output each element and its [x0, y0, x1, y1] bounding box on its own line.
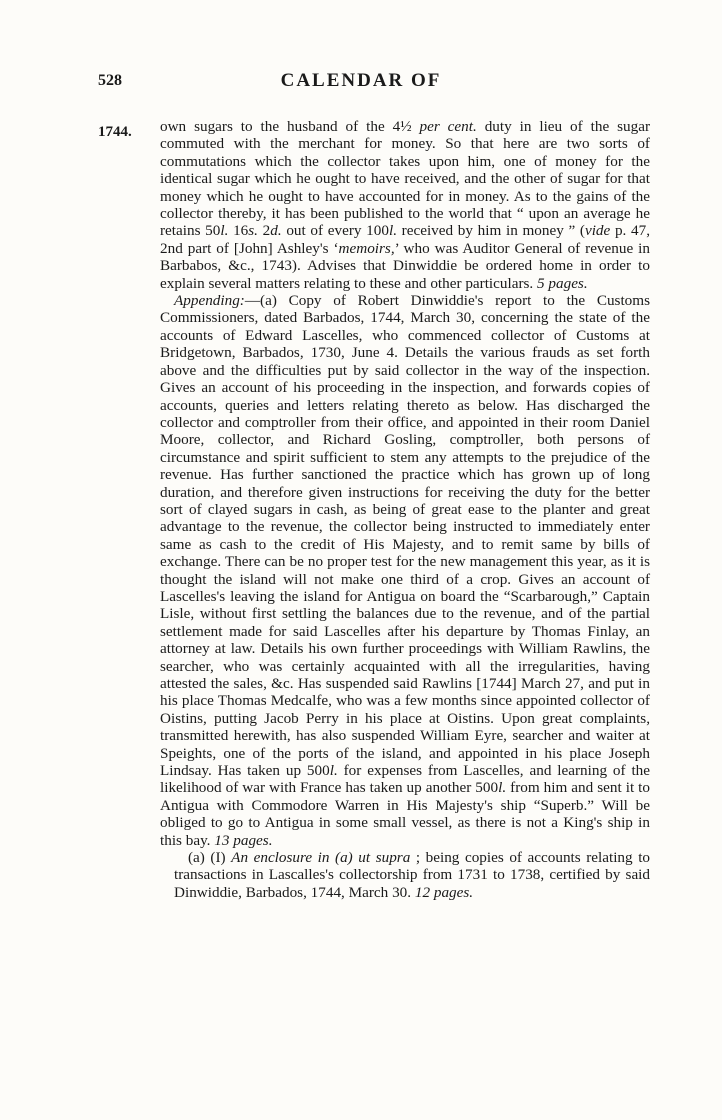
page-count: 13 pages.: [214, 831, 273, 849]
page-count: 5 pages.: [537, 274, 588, 292]
margin-year: 1744.: [98, 124, 132, 140]
paragraph-enclosure: (a) (I) An enclosure in (a) ut supra ; being copies of accounts relating to transactions in Lascalles's collectorship from 1731 to 1738, certified by said Dinwiddie, Barbados, 1744, March 30. 12 pages.: [174, 849, 651, 901]
text-body: [160, 118, 650, 901]
paragraph-appending: Appending:—(a) Copy of Robert Dinwiddie's report to the Customs Commissioners, dated Barbados, 1744, March 30, concerning the state of the accounts of Edward Lascelles, who commenced collector of Customs at Bridgetown, Barbados, 1730, June 4. Details the various frauds as set forth above and the difficulties put by said collector in the way of the inspection. Gives an account of his proceeding in the inspection, and forwards copies of accounts, queries and letters relating thereto as below. Has discharged the collector and comptroller from their office, and appointed in their room Daniel Moore, collector, and Richard Gosling, comptroller, both persons of circumstance and spirit sufficient to stem any attempts to the prejudice of the revenue. Has further sanctioned the practice which has grown up of long duration, and therefore given instructions for receiving the duty for the better sort of clayed sugars in cash, as being of great ease to the planter and great advantage to the revenue, the collector being instructed to immediately enter same as cash to the credit of His Majesty, and to remit same by bills of exchange. There can be no proper test for the new management this year, as it is thought the island will not make one third of a crop. Gives an account of Lascelles's leaving the island for Antigua on board the “Scarbarough,” Captain Lisle, without first settling the balances due to the revenue, and of the partial settlement made for said Lascelles after his departure by Thomas Finlay, an attorney at law. Details his own further proceedings with William Rawlins, the searcher, who was certainly acquainted with all the irregularities, having attested the sales, &c. Has suspended said Rawlins [1744] March 27, and put in his place Thomas Medcalfe, who was a few months since appointed collector of Oistins, putting Jacob Perry in his place at Oistins. Upon great complaints, transmitted herewith, has also suspended William Eyre, searcher and waiter at Speights, one of the ports of the island, and appointed in his place Joseph Lindsay. Has taken up 500l. for expenses from Lascelles, and learning of the likelihood of war with France has taken up another 500l. from him and sent it to Antigua with Commodore Warren in His Majesty's ship “Superb.” Will be obliged to go to Antigua in some small vessel, as there is not a King's ship in this bay. 13 pages.: [160, 292, 650, 849]
running-head: CALENDAR OF: [280, 70, 442, 91]
page-count: 12 pages.: [414, 883, 474, 901]
paragraph-letter-continuation: own sugars to the husband of the 4½ per cent. duty in lieu of the sugar commuted with the merchant for money. So that here are two sorts of commutations which the collector takes upon him, one of money for the identical sugar which he ought to have received, and the other of sugar for that money which he ought to have accounted for in money. As to the gains of the collector thereby, it has been published to the world that “ upon an average he retains 50l. 16s. 2d. out of every 100l. received by him in money ” (vide p. 47, 2nd part of [John] Ashley's ‘memoirs,’ who was Auditor General of revenue in Barbabos, &c., 1743). Advises that Dinwiddie be ordered home in order to explain several matters relating to these and other particulars. 5 pages.: [160, 118, 651, 292]
page-number: 528: [98, 72, 122, 89]
